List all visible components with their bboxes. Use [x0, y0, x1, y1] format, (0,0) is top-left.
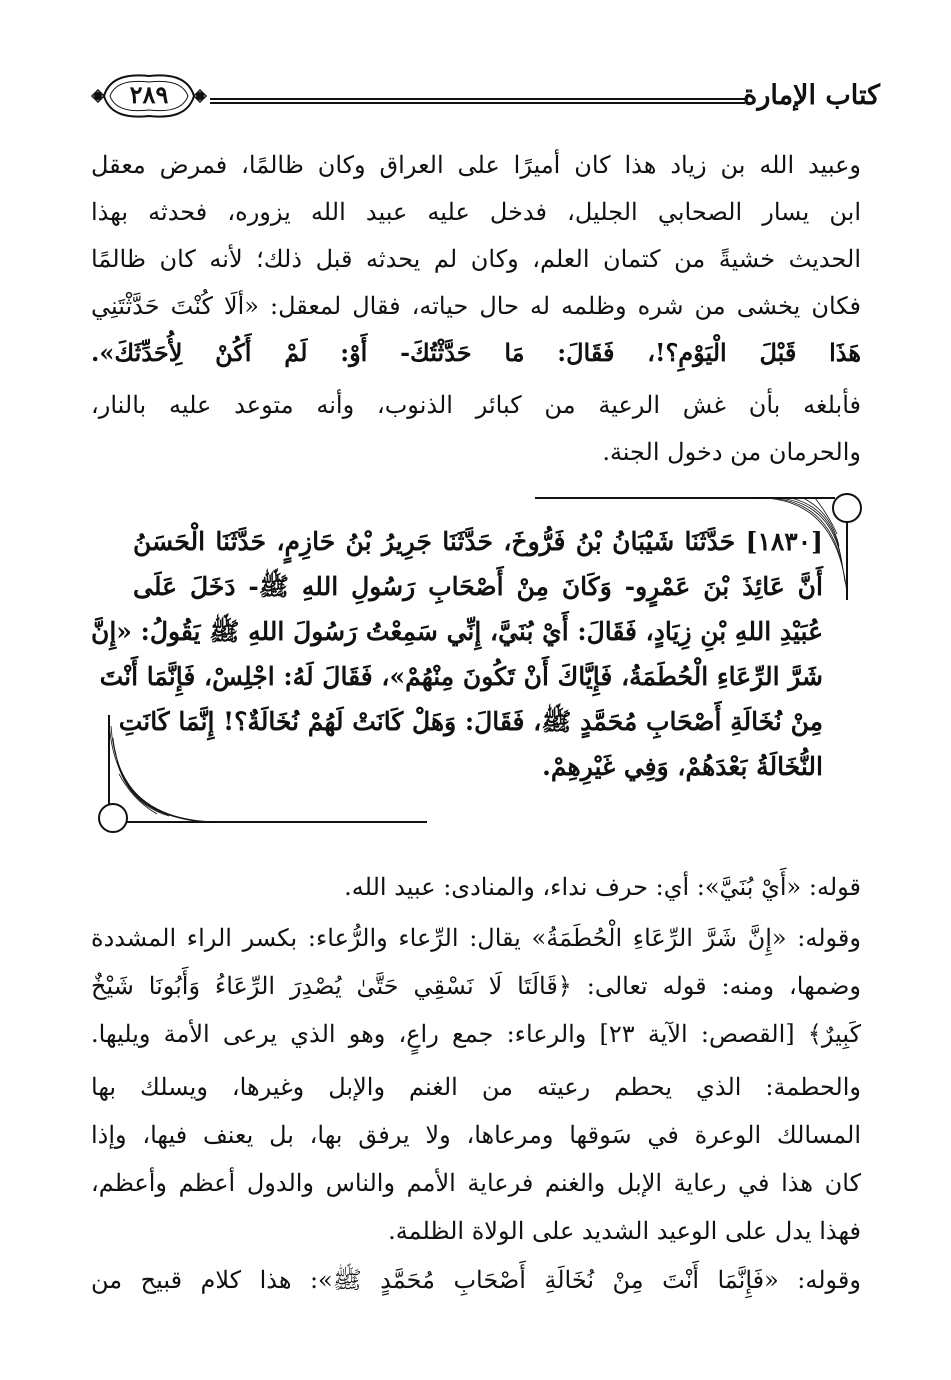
text-line: وقوله: «فَإِنَّمَا أَنْتَ مِنْ نُخَالَةِ أَصْحَابِ مُحَمَّدٍ ﷺ»: هذا كلام قبيح من [91, 1266, 861, 1294]
text-line: الحديث خشيةً من كتمان العلم، وكان لم يحدثه قبل ذلك؛ لأنه كان ظالمًا [91, 245, 861, 273]
text-line: وعبيد الله بن زياد هذا كان أميرًا على العراق وكان ظالمًا، فمرض معقل [91, 151, 861, 179]
text-line: المسالك الوعرة في سَوقها ومرعاها، ولا يرفق بها، بل يعنف فيها، وإذا [91, 1121, 861, 1149]
text-line: وضمها، ومنه: قوله تعالى: ﴿قَالَتَا لَا نَسْقِي حَتَّىٰ يُصْدِرَ الرِّعَاءُ وَأَبُونَا شَيْخٌ [91, 972, 861, 1000]
text-line: وقوله: «إِنَّ شَرَّ الرِّعَاءِ الْحُطَمَةُ» يقال: الرِّعاء والرُّعاء: بكسر الراء المشددة [91, 924, 861, 952]
text-line: قوله: «أَيْ بُنَيَّ»: أي: حرف نداء، والمنادى: عبيد الله. [344, 873, 861, 901]
text-line: والحطمة: الذي يحطم رعيته من الغنم والإبل وغيرها، ويسلك بها [91, 1073, 861, 1101]
text-line: هَذَا قَبْلَ الْيَوْمِ؟!، فَقَالَ: مَا حَدَّثْتُكَ- أَوْ: لَمْ أَكُنْ لِأُحَدِّثَكَ». [91, 338, 862, 367]
text-line: والحرمان من دخول الجنة. [602, 438, 861, 466]
text-line: فهذا يدل على الوعيد الشديد على الولاة الظلمة. [388, 1217, 861, 1245]
page-number: ٢٨٩ [129, 80, 169, 109]
hadith-line: [١٨٣٠] حَدَّثَنَا شَيْبَانُ بْنُ فَرُّوخَ، حَدَّثَنَا جَرِيرُ بْنُ حَازِمٍ، حَدَّثَنَا الْحَسَنُ [133, 527, 823, 556]
hadith-line: النُّخَالَةُ بَعْدَهُمْ، وَفِي غَيْرِهِمْ. [542, 752, 823, 781]
hadith-line: عُبَيْدِ اللهِ بْنِ زِيَادٍ، فَقَالَ: أَيْ بُنَيَّ، إِنِّي سَمِعْتُ رَسُولَ اللهِ ﷺ يَقُولُ: «إِنَّ [90, 617, 823, 646]
text-line: كان هذا في رعاية الإبل والغنم فرعاية الأمم والناس والدول أعظم وأعظم، [91, 1169, 861, 1197]
book-title: كتاب الإمارة [743, 80, 880, 111]
hadith-line: مِنْ نُخَالَةِ أَصْحَابِ مُحَمَّدٍ ﷺ، فَقَالَ: وَهَلْ كَانَتْ لَهُمْ نُخَالَةٌ؟! إِنَّمَا كَانَتِ [118, 707, 823, 736]
text-line: فكان يخشى من شره وظلمه له حال حياته، فقال لمعقل: «ألَا كُنْتَ حَدَّثْتَنِي [91, 292, 861, 320]
hadith-line: أَنَّ عَائِذَ بْنَ عَمْرٍو- وَكَانَ مِنْ أَصْحَابِ رَسُولِ اللهِ ﷺ- دَخَلَ عَلَى [133, 572, 823, 601]
text-line: كَبِيرٌ﴾ [القصص: الآية ٢٣] والرعاء: جمع راعٍ، وهو الذي يرعى الأمة ويليها. [91, 1020, 862, 1048]
text-line: ابن يسار الصحابي الجليل، فدخل عليه عبيد الله يزوره، فحدثه بهذا [91, 198, 862, 226]
text-line: فأبلغه بأن غش الرعية من كبائر الذنوب، وأنه متوعد عليه بالنار، [91, 391, 861, 419]
hadith-line: شَرَّ الرِّعَاءِ الْحُطَمَةُ، فَإِيَّاكَ أَنْ تَكُونَ مِنْهُمْ»، فَقَالَ لَهُ: اجْلِسْ، فَإِنَّمَا أَنْتَ [99, 662, 823, 691]
header-rule [210, 98, 745, 104]
page-header [90, 68, 880, 128]
